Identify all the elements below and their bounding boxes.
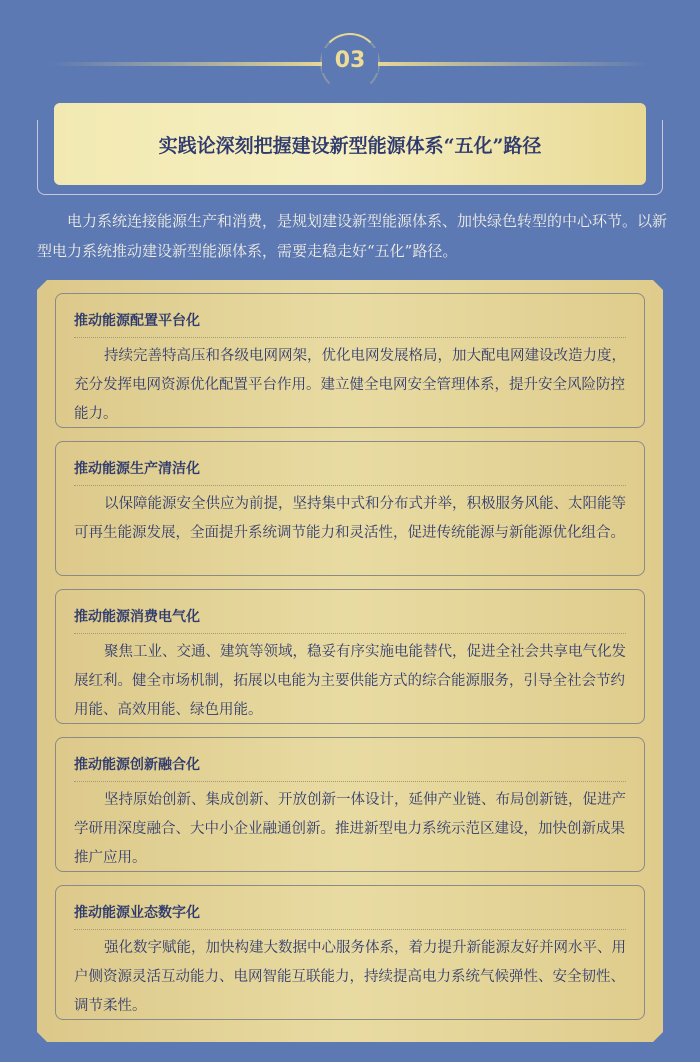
page-title: 实践论深刻把握建设新型能源体系“五化”路径 (54, 103, 646, 185)
card-heading: 推动能源配置平台化 (74, 310, 626, 338)
card-heading: 推动能源业态数字化 (74, 902, 626, 930)
card-digital (55, 885, 645, 1020)
card-body: 聚焦工业、交通、建筑等领域，稳妥有序实施电能替代，促进全社会共享电气化发展红利。健全市场机制，拓展以电能为主要供能方式的综合能源服务，引导全社会节约用能、高效用能、绿色用能。 (74, 644, 626, 718)
section-number: 03 (322, 48, 378, 73)
intro-text: 电力系统连接能源生产和消费，是规划建设新型能源体系、加快绿色转型的中心环节。以新型电力系统推动建设新型能源体系，需要走稳走好“五化”路径。 (37, 212, 668, 260)
card-clean (55, 441, 645, 576)
card-platform (55, 293, 645, 428)
divider-right (375, 62, 650, 66)
card-heading: 推动能源创新融合化 (74, 754, 626, 782)
card-body: 坚持原始创新、集成创新、开放创新一体设计，延伸产业链、布局创新链，促进产学研用深度融合、大中小企业融通创新。推进新型电力系统示范区建设，加快创新成果推广应用。 (74, 792, 626, 866)
card-heading: 推动能源消费电气化 (74, 606, 626, 634)
card-innovation (55, 737, 645, 872)
card-body: 以保障能源安全供应为前提，坚持集中式和分布式并举，积极服务风能、太阳能等可再生能源发展，全面提升系统调节能力和灵活性，促进传统能源与新能源优化组合。 (74, 496, 626, 541)
divider-left (50, 62, 325, 66)
card-body: 持续完善特高压和各级电网网架，优化电网发展格局，加大配电网建设改造力度，充分发挥电网资源优化配置平台作用。建立健全电网安全管理体系，提升安全风险防控能力。 (74, 348, 626, 422)
card-heading: 推动能源生产清洁化 (74, 458, 626, 486)
card-body: 强化数字赋能，加快构建大数据中心服务体系，着力提升新能源友好并网水平、用户侧资源灵活互动能力、电网智能互联能力，持续提高电力系统气候弹性、安全韧性、调节柔性。 (74, 940, 626, 1014)
card-electrification (55, 589, 645, 724)
